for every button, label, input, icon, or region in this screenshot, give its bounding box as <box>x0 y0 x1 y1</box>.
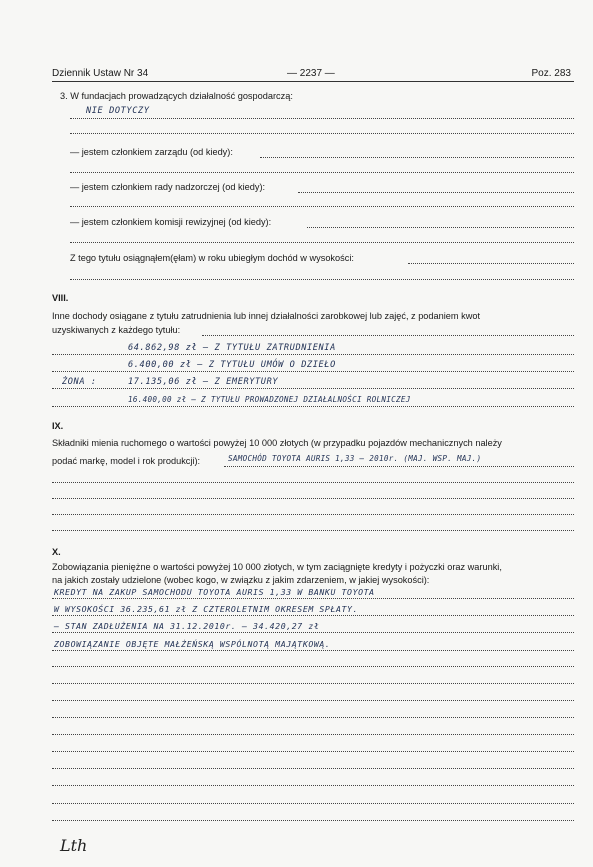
answer-line <box>408 263 574 264</box>
answer-line <box>224 466 574 467</box>
header-rule <box>52 81 574 82</box>
answer-line <box>52 482 574 483</box>
section-10-text-2: na jakich zostały udzielone (wobec kogo, w związku z jakim zdarzeniem, w jakiej wysokości): <box>52 575 430 585</box>
answer-line <box>298 192 574 193</box>
answer-line <box>70 279 574 280</box>
page-number: — 2237 — <box>287 68 335 79</box>
income-entry-1: 64.862,98 zł – Z TYTUŁU ZATRUDNIENIA <box>128 343 336 353</box>
answer-line <box>52 632 574 633</box>
answer-line <box>52 388 574 389</box>
answer-line <box>52 615 574 616</box>
answer-line <box>52 598 574 599</box>
section-10-number: X. <box>52 547 61 557</box>
section-8-text-2: uzyskiwanych z każdego tytułu: <box>52 325 181 335</box>
answer-line <box>202 335 574 336</box>
income-entry-4: 16.400,00 zł – Z TYTUŁU PROWADZONEJ DZIAŁALNOŚCI ROLNICZEJ <box>128 395 411 404</box>
answer-line <box>52 371 574 372</box>
income-label: Z tego tytułu osiągnąłem(ęłam) w roku ubiegłym dochód w wysokości: <box>70 253 354 263</box>
answer-line <box>70 133 574 134</box>
answer-line <box>52 498 574 499</box>
income-entry-3: 17.135,06 zł – Z EMERYTURY <box>128 377 279 387</box>
liability-entry-2: W WYSOKOŚCI 36.235,61 zł Z CZTEROLETNIM OKRESEM SPŁATY. <box>54 604 359 614</box>
answer-line <box>52 768 574 769</box>
position-number: Poz. 283 <box>531 68 571 79</box>
answer-line <box>52 803 574 804</box>
income-entry-2: 6.400,00 zł – Z TYTUŁU UMÓW O DZIEŁO <box>128 360 336 370</box>
section-3-title: 3. W fundacjach prowadzących działalność gospodarczą: <box>60 91 293 101</box>
answer-line <box>52 717 574 718</box>
answer-line <box>70 242 574 243</box>
board-member-label: — jestem członkiem zarządu (od kiedy): <box>70 147 233 157</box>
section-9-number: IX. <box>52 421 64 431</box>
answer-line <box>260 157 574 158</box>
answer-line <box>52 650 574 651</box>
section-9-text-2: podać markę, model i rok produkcji): <box>52 456 201 466</box>
answer-line <box>307 227 574 228</box>
supervisory-board-label: — jestem członkiem rady nadzorczej (od kiedy): <box>70 182 266 192</box>
answer-line <box>52 734 574 735</box>
spouse-label: ŻONA : <box>62 377 97 387</box>
section-8-text-1: Inne dochody osiągane z tytułu zatrudnienia lub innej działalności zarobkowej lub zajęć, z podaniem kwot <box>52 311 480 321</box>
answer-line <box>52 700 574 701</box>
answer-line <box>52 666 574 667</box>
section-3-handwriting: NIE DOTYCZY <box>86 106 150 116</box>
liability-entry-4: ZOBOWIĄZANIE OBJĘTE MAŁŻEŃSKĄ WSPÓLNOTĄ MAJĄTKOWĄ. <box>54 639 331 649</box>
movable-property-entry: SAMOCHÓD TOYOTA AURIS 1,33 – 2010r. (MAJ. WSP. MAJ.) <box>228 454 482 463</box>
answer-line <box>52 406 574 407</box>
section-8-number: VIII. <box>52 293 69 303</box>
answer-line <box>70 206 574 207</box>
answer-line <box>70 118 574 119</box>
page-header <box>52 68 571 82</box>
journal-title: Dziennik Ustaw Nr 34 <box>52 68 149 79</box>
answer-line <box>52 354 574 355</box>
answer-line <box>52 785 574 786</box>
answer-line <box>52 820 574 821</box>
signature-initials: Lth <box>60 836 88 855</box>
answer-line <box>70 172 574 173</box>
answer-line <box>52 751 574 752</box>
answer-line <box>52 683 574 684</box>
section-10-text-1: Zobowiązania pieniężne o wartości powyżej 10 000 złotych, w tym zaciągnięte kredyty i pożyczki oraz warunki, <box>52 562 502 572</box>
answer-line <box>52 530 574 531</box>
audit-committee-label: — jestem członkiem komisji rewizyjnej (od kiedy): <box>70 217 272 227</box>
liability-entry-1: KREDYT NA ZAKUP SAMOCHODU TOYOTA AURIS 1,33 W BANKU TOYOTA <box>54 587 375 597</box>
answer-line <box>52 514 574 515</box>
liability-entry-3: – STAN ZADŁUŻENIA NA 31.12.2010r. – 34.420,27 zł <box>54 621 320 631</box>
section-9-text-1: Składniki mienia ruchomego o wartości powyżej 10 000 złotych (w przypadku pojazdów mechanicznych należy <box>52 438 502 448</box>
